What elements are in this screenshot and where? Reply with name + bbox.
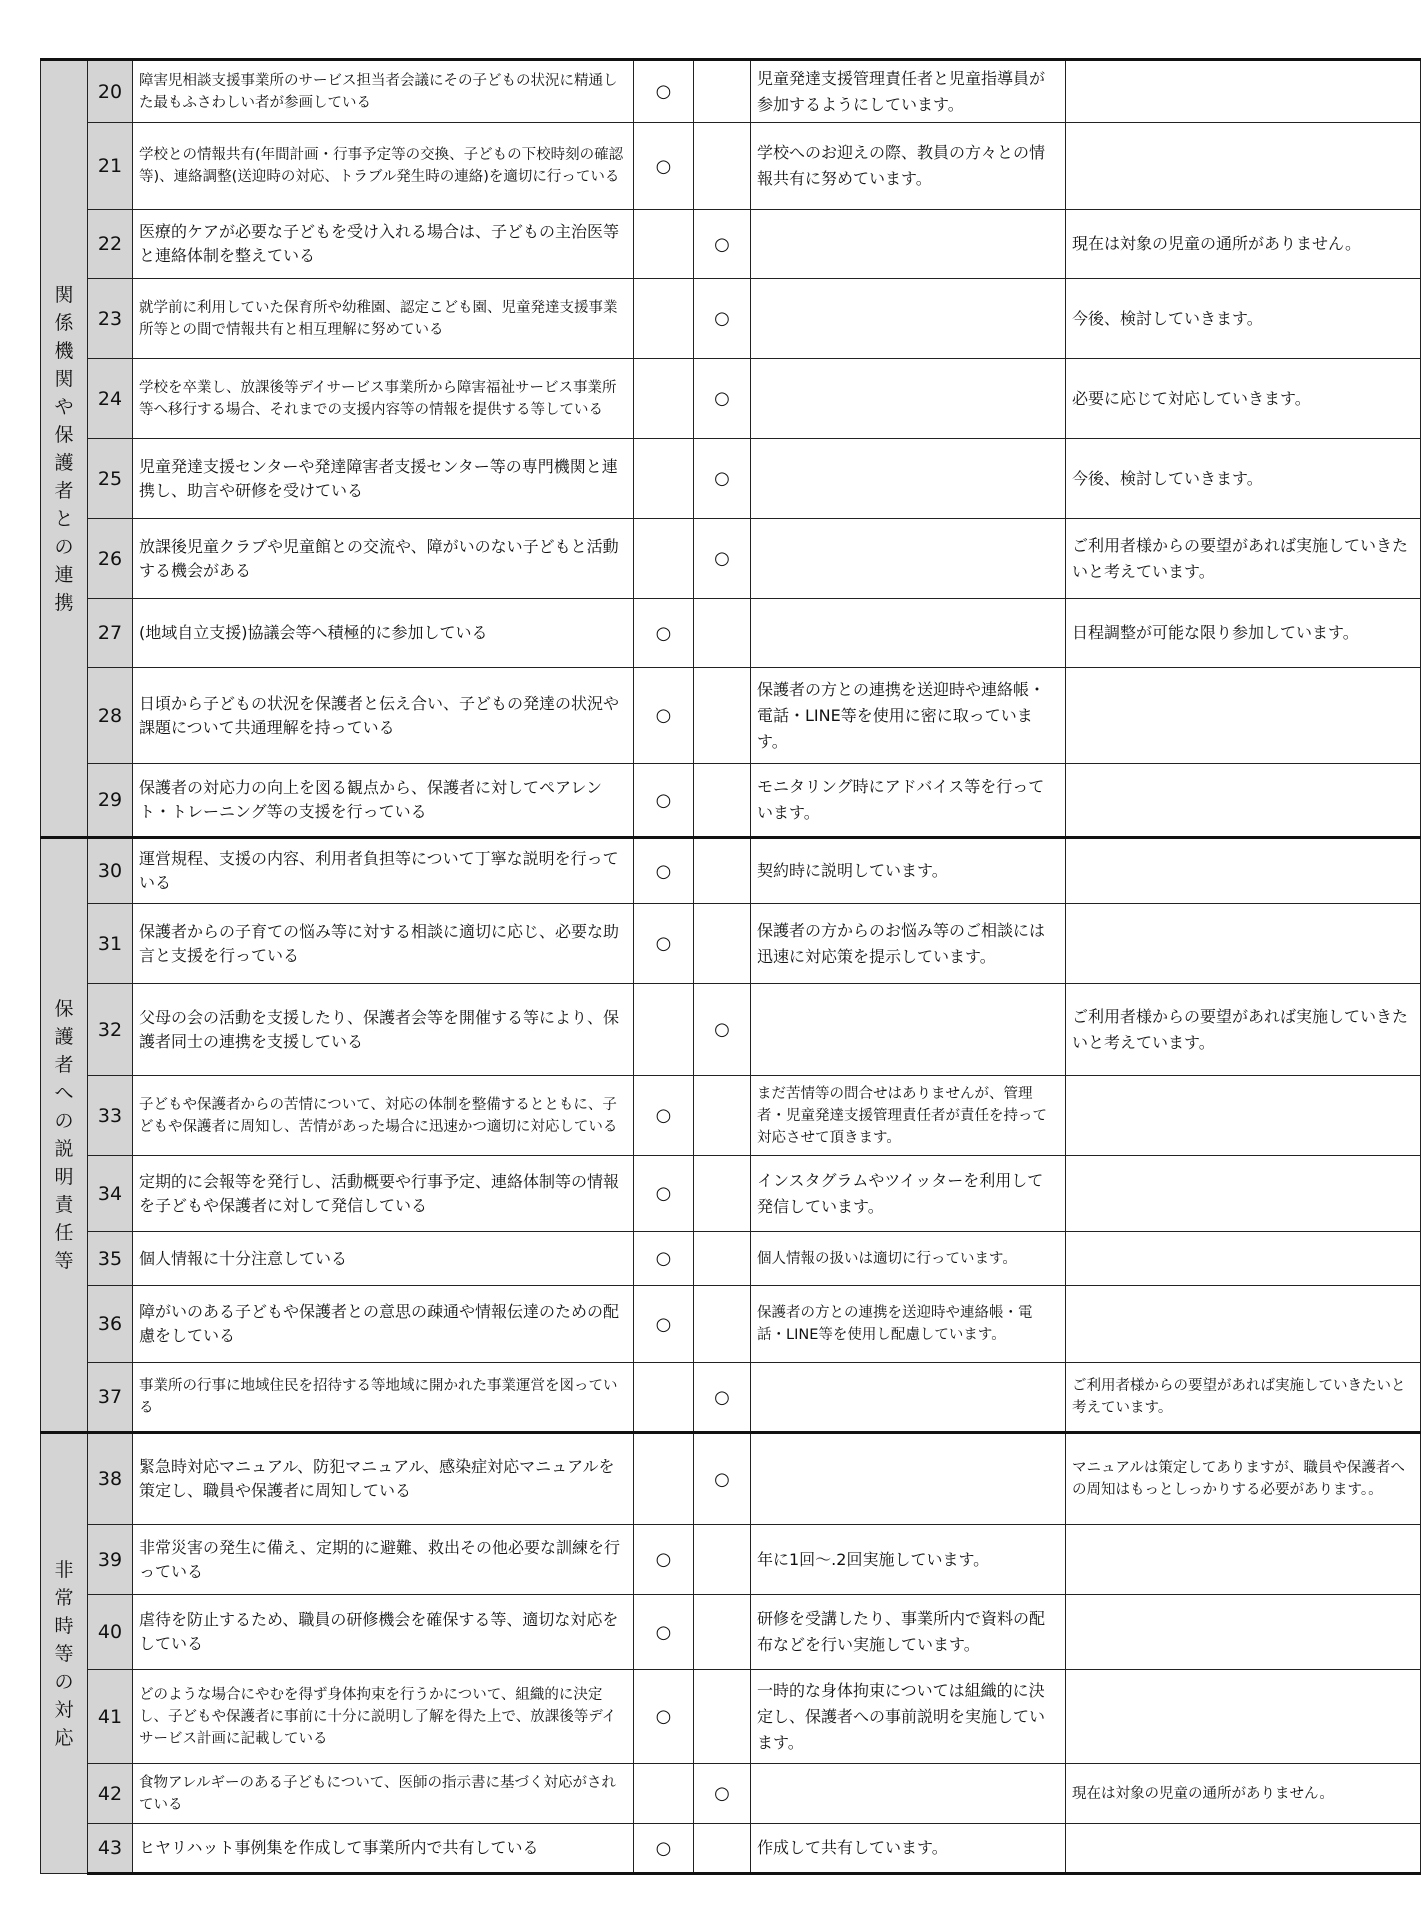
effort-comment: 児童発達支援管理責任者と児童指導員が参加するようにしています。 xyxy=(751,60,1066,123)
effort-comment: 学校へのお迎えの際、教員の方々との情報共有に努めています。 xyxy=(751,123,1066,210)
row-number: 35 xyxy=(88,1232,133,1286)
effort-comment: 個人情報の扱いは適切に行っています。 xyxy=(751,1232,1066,1286)
row-number: 28 xyxy=(88,668,133,764)
effort-comment: 作成して共有しています。 xyxy=(751,1824,1066,1874)
improvement-comment: 日程調整が可能な限り参加しています。 xyxy=(1066,599,1421,668)
row-number: 38 xyxy=(88,1433,133,1525)
yes-mark: ○ xyxy=(634,1824,694,1874)
effort-comment: インスタグラムやツイッターを利用して発信しています。 xyxy=(751,1156,1066,1232)
item-text: 医療的ケアが必要な子どもを受け入れる場合は、子どもの主治医等と連絡体制を整えている xyxy=(133,210,634,279)
no-mark xyxy=(694,123,751,210)
improvement-comment: マニュアルは策定してありますが、職員や保護者への周知はもっとしっかりする必要があります。。 xyxy=(1066,1433,1421,1525)
item-text: 保護者からの子育ての悩み等に対する相談に適切に応じ、必要な助言と支援を行っている xyxy=(133,904,634,984)
no-mark xyxy=(694,1525,751,1595)
improvement-comment xyxy=(1066,838,1421,904)
effort-comment: 保護者の方からのお悩み等のご相談には迅速に対応策を提示しています。 xyxy=(751,904,1066,984)
effort-comment: 保護者の方との連携を送迎時や連絡帳・電話・LINE等を使用に密に取っています。 xyxy=(751,668,1066,764)
improvement-comment xyxy=(1066,1156,1421,1232)
yes-mark: ○ xyxy=(634,60,694,123)
improvement-comment xyxy=(1066,1670,1421,1764)
yes-mark: ○ xyxy=(634,1232,694,1286)
improvement-comment xyxy=(1066,1595,1421,1670)
item-text: 事業所の行事に地域住民を招待する等地域に開かれた事業運営を図っている xyxy=(133,1363,634,1433)
no-mark: ○ xyxy=(694,279,751,359)
yes-mark xyxy=(634,984,694,1076)
effort-comment xyxy=(751,1764,1066,1824)
yes-mark xyxy=(634,439,694,519)
section-label-accountability: 保護者への説明責任等 xyxy=(41,838,88,1433)
effort-comment: モニタリング時にアドバイス等を行っています。 xyxy=(751,764,1066,838)
table-row xyxy=(41,838,1421,904)
item-text: 日頃から子どもの状況を保護者と伝え合い、子どもの発達の状況や課題について共通理解を持っている xyxy=(133,668,634,764)
no-mark xyxy=(694,838,751,904)
table-row xyxy=(41,984,1421,1076)
yes-mark: ○ xyxy=(634,904,694,984)
table-row xyxy=(41,60,1421,123)
row-number: 26 xyxy=(88,519,133,599)
yes-mark: ○ xyxy=(634,1156,694,1232)
effort-comment xyxy=(751,359,1066,439)
improvement-comment: 今後、検討していきます。 xyxy=(1066,279,1421,359)
row-number: 24 xyxy=(88,359,133,439)
yes-mark xyxy=(634,1433,694,1525)
table-row xyxy=(41,1525,1421,1595)
item-text: 児童発達支援センターや発達障害者支援センター等の専門機関と連携し、助言や研修を受けている xyxy=(133,439,634,519)
row-number: 21 xyxy=(88,123,133,210)
item-text: 障害児相談支援事業所のサービス担当者会議にその子どもの状況に精通した最もふさわしい者が参画している xyxy=(133,60,634,123)
no-mark xyxy=(694,1156,751,1232)
yes-mark: ○ xyxy=(634,1286,694,1363)
row-number: 29 xyxy=(88,764,133,838)
item-text: 子どもや保護者からの苦情について、対応の体制を整備するとともに、子どもや保護者に周知し、苦情があった場合に迅速かつ適切に対応している xyxy=(133,1076,634,1156)
row-number: 33 xyxy=(88,1076,133,1156)
row-number: 34 xyxy=(88,1156,133,1232)
yes-mark: ○ xyxy=(634,1076,694,1156)
no-mark xyxy=(694,1670,751,1764)
table-row xyxy=(41,1076,1421,1156)
effort-comment xyxy=(751,279,1066,359)
row-number: 27 xyxy=(88,599,133,668)
no-mark xyxy=(694,668,751,764)
table-row xyxy=(41,1824,1421,1874)
table-row xyxy=(41,599,1421,668)
row-number: 43 xyxy=(88,1824,133,1874)
improvement-comment xyxy=(1066,1525,1421,1595)
item-text: 父母の会の活動を支援したり、保護者会等を開催する等により、保護者同士の連携を支援している xyxy=(133,984,634,1076)
table-row xyxy=(41,764,1421,838)
yes-mark: ○ xyxy=(634,1670,694,1764)
no-mark xyxy=(694,904,751,984)
improvement-comment xyxy=(1066,904,1421,984)
effort-comment xyxy=(751,1433,1066,1525)
improvement-comment: ご利用者様からの要望があれば実施していきたいと考えています。 xyxy=(1066,984,1421,1076)
yes-mark: ○ xyxy=(634,1595,694,1670)
item-text: 放課後児童クラブや児童館との交流や、障がいのない子どもと活動する機会がある xyxy=(133,519,634,599)
item-text: (地域自立支援)協議会等へ積極的に参加している xyxy=(133,599,634,668)
yes-mark: ○ xyxy=(634,1525,694,1595)
row-number: 39 xyxy=(88,1525,133,1595)
item-text: 非常災害の発生に備え、定期的に避難、救出その他必要な訓練を行っている xyxy=(133,1525,634,1595)
table-row xyxy=(41,904,1421,984)
no-mark: ○ xyxy=(694,984,751,1076)
no-mark: ○ xyxy=(694,359,751,439)
table-row xyxy=(41,1156,1421,1232)
no-mark: ○ xyxy=(694,1764,751,1824)
table-row xyxy=(41,210,1421,279)
table-row xyxy=(41,1670,1421,1764)
section-label-emergency: 非常時等の対応 xyxy=(41,1433,88,1874)
improvement-comment: 現在は対象の児童の通所がありません。 xyxy=(1066,210,1421,279)
effort-comment xyxy=(751,599,1066,668)
effort-comment: 保護者の方との連携を送迎時や連絡帳・電話・LINE等を使用し配慮しています。 xyxy=(751,1286,1066,1363)
effort-comment: 契約時に説明しています。 xyxy=(751,838,1066,904)
effort-comment xyxy=(751,984,1066,1076)
improvement-comment xyxy=(1066,764,1421,838)
no-mark xyxy=(694,1076,751,1156)
row-number: 31 xyxy=(88,904,133,984)
effort-comment xyxy=(751,210,1066,279)
row-number: 41 xyxy=(88,1670,133,1764)
effort-comment xyxy=(751,519,1066,599)
evaluation-table xyxy=(40,58,1421,1875)
no-mark: ○ xyxy=(694,439,751,519)
table-row xyxy=(41,1363,1421,1433)
item-text: 運営規程、支援の内容、利用者負担等について丁寧な説明を行っている xyxy=(133,838,634,904)
row-number: 32 xyxy=(88,984,133,1076)
item-text: 個人情報に十分注意している xyxy=(133,1232,634,1286)
row-number: 36 xyxy=(88,1286,133,1363)
item-text: 保護者の対応力の向上を図る観点から、保護者に対してペアレント・トレーニング等の支援を行っている xyxy=(133,764,634,838)
section-label-cooperation: 関係機関や保護者との連携 xyxy=(41,60,88,838)
improvement-comment xyxy=(1066,1076,1421,1156)
yes-mark: ○ xyxy=(634,668,694,764)
no-mark: ○ xyxy=(694,210,751,279)
table-row xyxy=(41,1232,1421,1286)
yes-mark xyxy=(634,519,694,599)
row-number: 30 xyxy=(88,838,133,904)
table-row xyxy=(41,1764,1421,1824)
improvement-comment xyxy=(1066,123,1421,210)
row-number: 42 xyxy=(88,1764,133,1824)
no-mark xyxy=(694,1232,751,1286)
improvement-comment: ご利用者様からの要望があれば実施していきたいと考えています。 xyxy=(1066,519,1421,599)
yes-mark: ○ xyxy=(634,123,694,210)
improvement-comment: 今後、検討していきます。 xyxy=(1066,439,1421,519)
yes-mark xyxy=(634,279,694,359)
table-row xyxy=(41,668,1421,764)
item-text: 障がいのある子どもや保護者との意思の疎通や情報伝達のための配慮をしている xyxy=(133,1286,634,1363)
table-row xyxy=(41,439,1421,519)
item-text: 虐待を防止するため、職員の研修機会を確保する等、適切な対応をしている xyxy=(133,1595,634,1670)
row-number: 37 xyxy=(88,1363,133,1433)
item-text: 緊急時対応マニュアル、防犯マニュアル、感染症対応マニュアルを策定し、職員や保護者に周知している xyxy=(133,1433,634,1525)
row-number: 20 xyxy=(88,60,133,123)
table-row xyxy=(41,1286,1421,1363)
table-row xyxy=(41,359,1421,439)
no-mark xyxy=(694,1595,751,1670)
table-row xyxy=(41,123,1421,210)
improvement-comment xyxy=(1066,1824,1421,1874)
row-number: 25 xyxy=(88,439,133,519)
yes-mark: ○ xyxy=(634,764,694,838)
no-mark xyxy=(694,60,751,123)
improvement-comment: 現在は対象の児童の通所がありません。 xyxy=(1066,1764,1421,1824)
improvement-comment xyxy=(1066,1232,1421,1286)
item-text: 学校を卒業し、放課後等デイサービス事業所から障害福祉サービス事業所等へ移行する場合、それまでの支援内容等の情報を提供する等している xyxy=(133,359,634,439)
row-number: 23 xyxy=(88,279,133,359)
item-text: 就学前に利用していた保育所や幼稚園、認定こども園、児童発達支援事業所等との間で情報共有と相互理解に努めている xyxy=(133,279,634,359)
yes-mark: ○ xyxy=(634,838,694,904)
improvement-comment: ご利用者様からの要望があれば実施していきたいと考えています。 xyxy=(1066,1363,1421,1433)
improvement-comment xyxy=(1066,60,1421,123)
improvement-comment xyxy=(1066,1286,1421,1363)
no-mark xyxy=(694,1824,751,1874)
yes-mark: ○ xyxy=(634,599,694,668)
effort-comment xyxy=(751,1363,1066,1433)
no-mark xyxy=(694,599,751,668)
effort-comment xyxy=(751,439,1066,519)
item-text: 食物アレルギーのある子どもについて、医師の指示書に基づく対応がされている xyxy=(133,1764,634,1824)
table-row xyxy=(41,279,1421,359)
improvement-comment xyxy=(1066,668,1421,764)
table-row xyxy=(41,519,1421,599)
item-text: ヒヤリハット事例集を作成して事業所内で共有している xyxy=(133,1824,634,1874)
effort-comment: 一時的な身体拘束については組織的に決定し、保護者への事前説明を実施しています。 xyxy=(751,1670,1066,1764)
no-mark: ○ xyxy=(694,1363,751,1433)
improvement-comment: 必要に応じて対応していきます。 xyxy=(1066,359,1421,439)
item-text: 学校との情報共有(年間計画・行事予定等の交換、子どもの下校時刻の確認等)、連絡調整(送迎時の対応、トラブル発生時の連絡)を適切に行っている xyxy=(133,123,634,210)
effort-comment: 年に1回～.2回実施しています。 xyxy=(751,1525,1066,1595)
row-number: 22 xyxy=(88,210,133,279)
row-number: 40 xyxy=(88,1595,133,1670)
item-text: どのような場合にやむを得ず身体拘束を行うかについて、組織的に決定し、子どもや保護者に事前に十分に説明し了解を得た上で、放課後等デイサービス計画に記載している xyxy=(133,1670,634,1764)
no-mark xyxy=(694,764,751,838)
yes-mark xyxy=(634,359,694,439)
item-text: 定期的に会報等を発行し、活動概要や行事予定、連絡体制等の情報を子どもや保護者に対して発信している xyxy=(133,1156,634,1232)
no-mark: ○ xyxy=(694,519,751,599)
effort-comment: まだ苦情等の問合せはありませんが、管理者・児童発達支援管理責任者が責任を持って対応させて頂きます。 xyxy=(751,1076,1066,1156)
table-row xyxy=(41,1595,1421,1670)
effort-comment: 研修を受講したり、事業所内で資料の配布などを行い実施しています。 xyxy=(751,1595,1066,1670)
no-mark xyxy=(694,1286,751,1363)
yes-mark xyxy=(634,1764,694,1824)
yes-mark xyxy=(634,1363,694,1433)
no-mark: ○ xyxy=(694,1433,751,1525)
table-row xyxy=(41,1433,1421,1525)
yes-mark xyxy=(634,210,694,279)
